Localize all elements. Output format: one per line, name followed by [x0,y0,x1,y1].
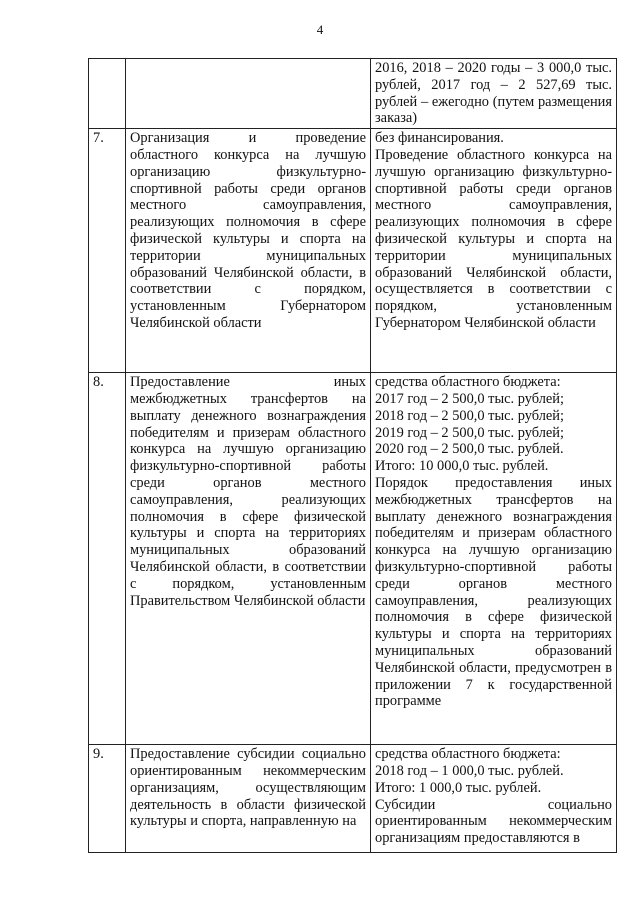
funding-text: 2018 год – 1 000,0 тыс. рублей. [375,762,564,779]
row-description: Предоставление иных межбюджетных трансфертов на выплату денежного вознаграждения победителям и призерам областного конкурса на лучшую организацию физкультурно-спортивной работы среди органов местного самоуправления, реализующих полномочия в сфере физической культуры и спорта на территориях муниципальных образований Челябинской области, в соответствии с порядком, установленным Правительством Челябинской области [126,373,371,745]
table-row [89,59,617,129]
funding-text: 2016, 2018 – 2020 годы – 3 000,0 тыс. рублей, 2017 год – 2 527,69 тыс. рублей – ежегодно (путем размещения заказа) [375,60,612,127]
row-number: 9. [89,745,126,853]
funding-text: Порядок предоставления иных межбюджетных трансфертов на выплату денежного вознаграждения победителям и призерам областного конкурса на лучшую организацию физкультурно-спортивной работы среди органов местного самоуправления, реализующих полномочия в сфере физической культуры и спорта на территориях муниципальных образований Челябинской области, предусмотрен в приложении 7 к государственной программе [375,474,612,710]
row-funding [371,59,617,129]
row-description [126,59,371,129]
row-funding [371,129,617,373]
funding-text: Итого: 10 000,0 тыс. рублей. [375,458,549,475]
table-row [89,129,617,373]
page-number: 4 [316,22,324,37]
funding-text: Проведение областного конкурса на лучшую организацию физкультурно-спортивной работы среди органов местного самоуправления, реализующих полномочия в сфере физической культуры и спорта на территории муниципальных образований Челябинской области, осуществляется в соответствии с порядком, установленным Губернатором Челябинской области [375,146,612,331]
funding-text: 2017 год – 2 500,0 тыс. рублей; [375,390,564,407]
funding-text: 2020 год – 2 500,0 тыс. рублей. [375,441,564,458]
row-number [89,59,126,129]
row-description: Предоставление субсидии социально ориентированным некоммерческим организациям, осуществляющим деятельность в области физической культуры и спорта, направленную на [126,745,371,853]
funding-text: Субсидии социально ориентированным некоммерческим организациям предоставляются в [375,796,612,847]
funding-text: средства областного бюджета: [375,374,561,391]
funding-text: Итого: 1 000,0 тыс. рублей. [375,779,542,796]
row-number: 7. [89,129,126,373]
row-funding [371,373,617,745]
table-row [89,373,617,745]
table-row [89,745,617,853]
row-description: Организация и проведение областного конкурса на лучшую организацию физкультурно-спортивной работы среди органов местного самоуправления, реализующих полномочия в сфере физической культуры и спорта на территории муниципальных образований Челябинской области, в соответствии с порядком, установленным Губернатором Челябинской области [126,129,371,373]
funding-text: 2018 год – 2 500,0 тыс. рублей; [375,407,564,424]
measures-table [88,58,617,853]
funding-text: без финансирования. [375,130,504,147]
funding-text: средства областного бюджета: [375,746,561,763]
funding-text: 2019 год – 2 500,0 тыс. рублей; [375,424,564,441]
row-number: 8. [89,373,126,745]
row-funding [371,745,617,853]
